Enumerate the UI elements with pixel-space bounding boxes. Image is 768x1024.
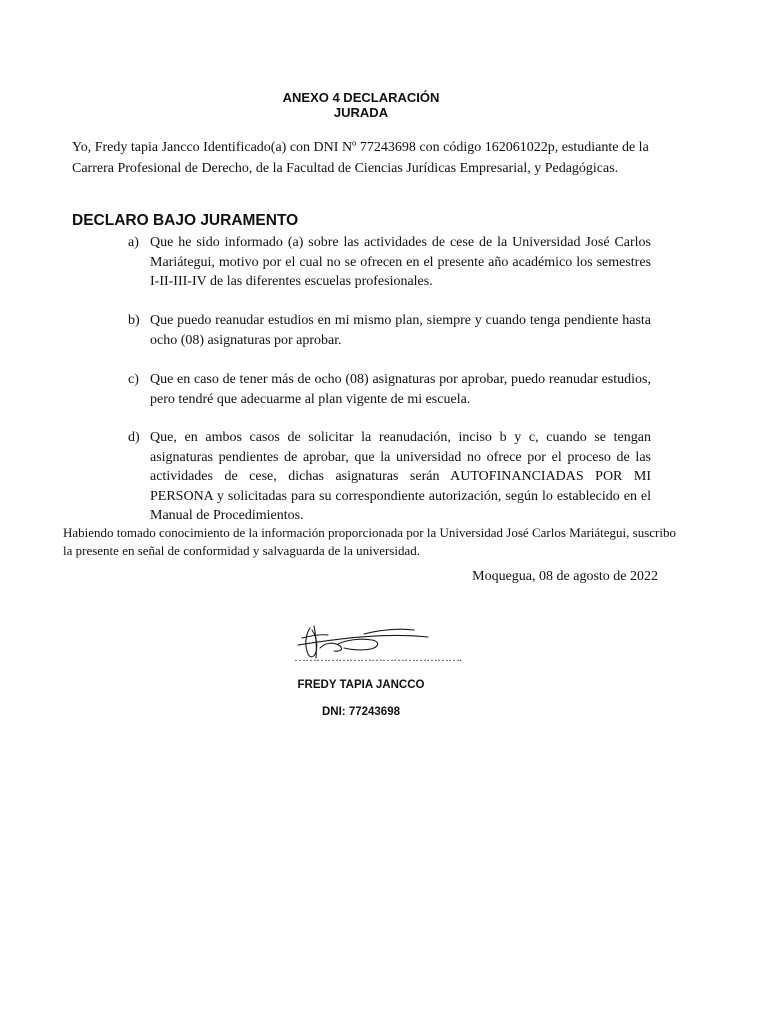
declaration-item-b [120, 311, 651, 350]
document-title [0, 90, 722, 120]
document-date: Moquegua, 08 de agosto de 2022 [472, 569, 658, 584]
title-line-1: ANEXO 4 DECLARACIÓN [282, 90, 440, 105]
item-text: Que, en ambos casos de solicitar la reanudación, inciso b y c, cuando se tengan asignaturas pendientes de aprobar, que la universidad no ofrece por el proceso de las actividades de cese, dichas asignaturas serán AUTOFINANCIADAS POR MI PERSONA y solicitadas para su correspondiente autorización, según lo establecido en el Manual de Procedimientos. [150, 430, 651, 523]
signature-line: ………………………………………. [294, 650, 461, 664]
signer-dni: DNI: 77243698 [322, 706, 400, 718]
declaration-heading: DECLARO BAJO JURAMENTO [72, 212, 299, 229]
item-marker: d) [128, 430, 140, 445]
declaration-item-d [120, 428, 651, 526]
signer-name: FREDY TAPIA JANCCO [297, 679, 425, 691]
closing-paragraph: Habiendo tomado conocimiento de la información proporcionada por la Universidad José Carlos Mariátegui, suscribo la presente en señal de conformidad y salvaguarda de la universidad. [63, 525, 676, 558]
item-marker: c) [128, 372, 139, 387]
item-text: Que en caso de tener más de ocho (08) asignaturas por aprobar, puedo reanudar estudios, pero tendré que adecuarme al plan vigente de mi escuela. [150, 372, 651, 407]
item-text: Que puedo reanudar estudios en mi mismo plan, siempre y cuando tenga pendiente hasta ocho (08) asignaturas por aprobar. [150, 313, 651, 348]
declaration-item-c [120, 370, 651, 409]
item-marker: a) [128, 235, 139, 250]
item-marker: b) [128, 313, 140, 328]
title-line-2: JURADA [333, 105, 389, 120]
declaration-item-a [120, 233, 651, 292]
item-text: Que he sido informado (a) sobre las actividades de cese de la Universidad José Carlos Mariátegui, motivo por el cual no se ofrecen en el presente año académico los semestres I-II-III-IV de las diferentes escuelas profesionales. [150, 235, 651, 289]
intro-paragraph: Yo, Fredy tapia Jancco Identificado(a) con DNI Nº 77243698 con código 162061022p, estudiante de la Carrera Profesional de Derecho, de la Facultad de Ciencias Jurídicas Empresarial, y Pedagógicas. [72, 140, 649, 176]
